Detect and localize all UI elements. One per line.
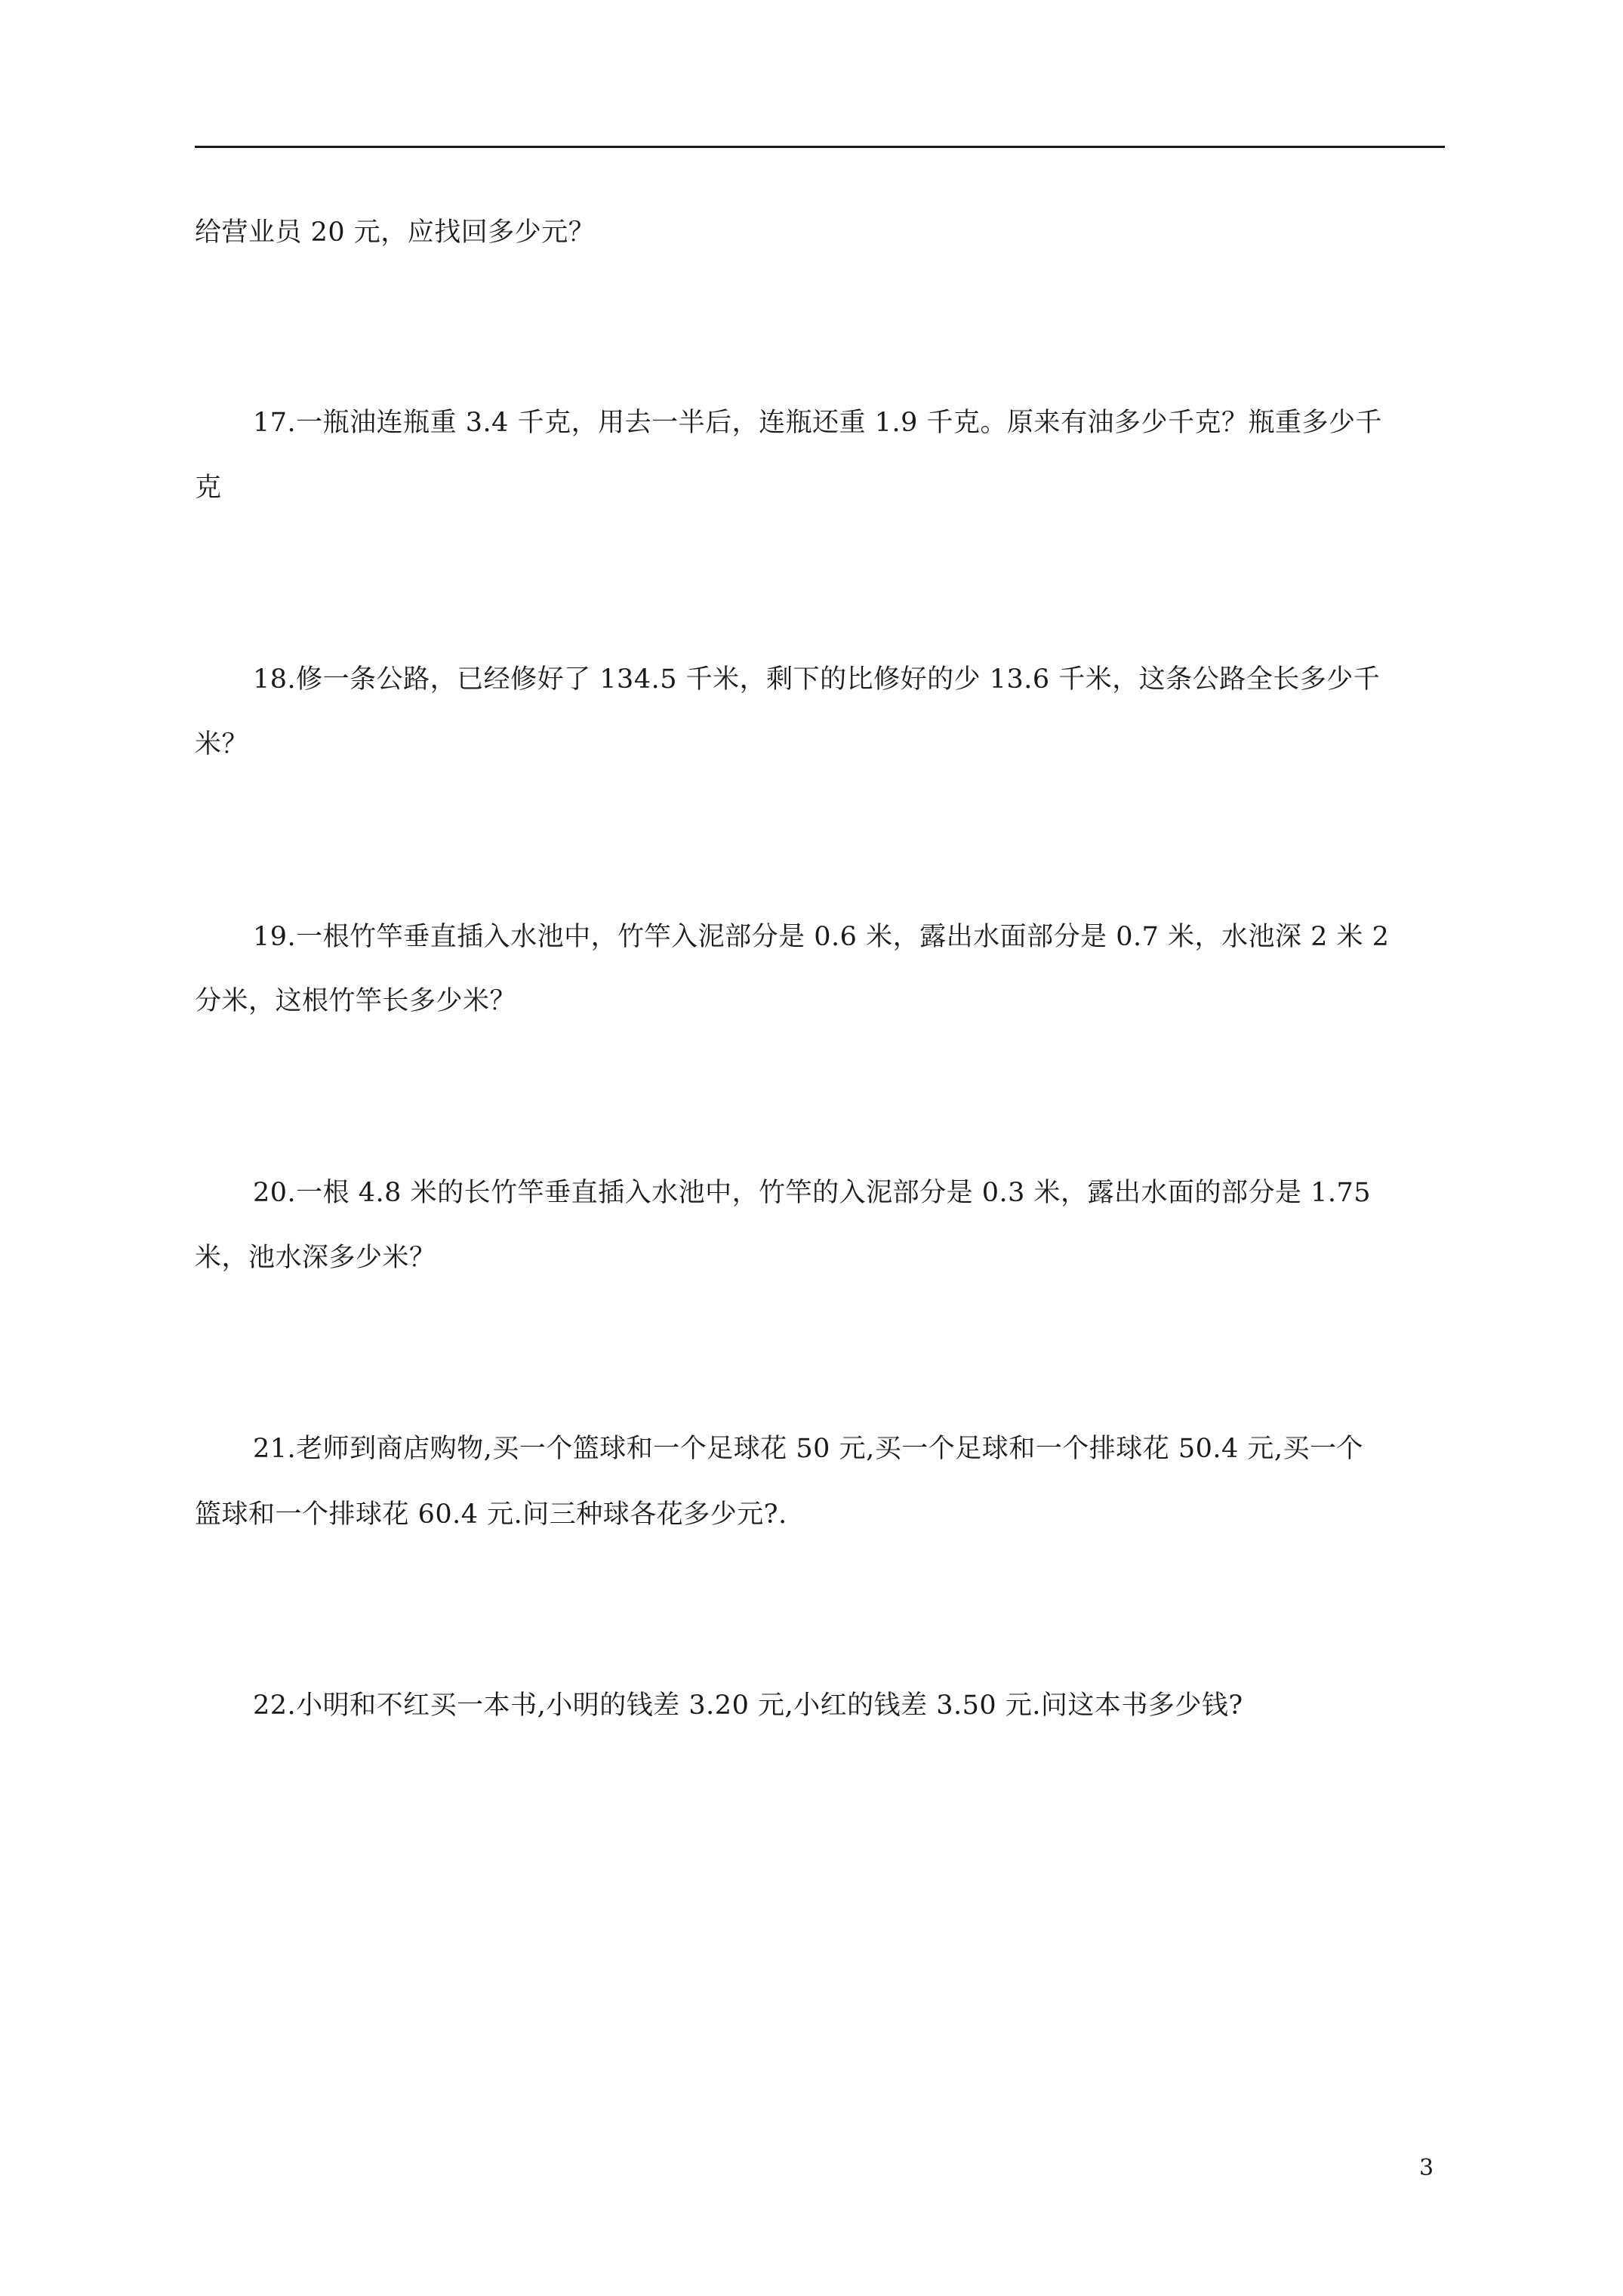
problem-19-line-1: 19.一根竹竿垂直插入水池中，竹竿入泥部分是 0.6 米，露出水面部分是 0.7 米，水池深 2 米 2	[253, 922, 1390, 952]
problem-18-line-2: 米？	[195, 729, 249, 760]
problem-22-line-1: 22.小明和不红买一本书,小明的钱差 3.20 元,小红的钱差 3.50 元.问这本书多少钱?	[253, 1690, 1243, 1721]
problem-17-line-1: 17.一瓶油连瓶重 3.4 千克，用去一半后，连瓶还重 1.9 千克。原来有油多少千克？瓶重多少千	[253, 408, 1382, 438]
problem-17-line-2: 克	[195, 473, 222, 503]
problem-19-line-2: 分米，这根竹竿长多少米？	[195, 986, 517, 1016]
problem-21-line-2: 篮球和一个排球花 60.4 元.问三种球各花多少元?.	[195, 1499, 787, 1530]
problem-21-line-1: 21.老师到商店购物,买一个篮球和一个足球花 50 元,买一个足球和一个排球花 50.4 元,买一个	[253, 1434, 1364, 1464]
problem-18-line-1: 18.修一条公路，已经修好了 134.5 千米，剩下的比修好的少 13.6 千米，这条公路全长多少千	[253, 664, 1381, 695]
header-rule	[195, 146, 1445, 148]
problem-20-line-2: 米，池水深多少米？	[195, 1243, 436, 1273]
page-number: 3	[1419, 2155, 1434, 2181]
problem-20-line-1: 20.一根 4.8 米的长竹竿垂直插入水池中，竹竿的入泥部分是 0.3 米，露出水面的部分是 1.75	[253, 1178, 1372, 1208]
continuation-line: 给营业员 20 元，应找回多少元？	[195, 217, 596, 248]
